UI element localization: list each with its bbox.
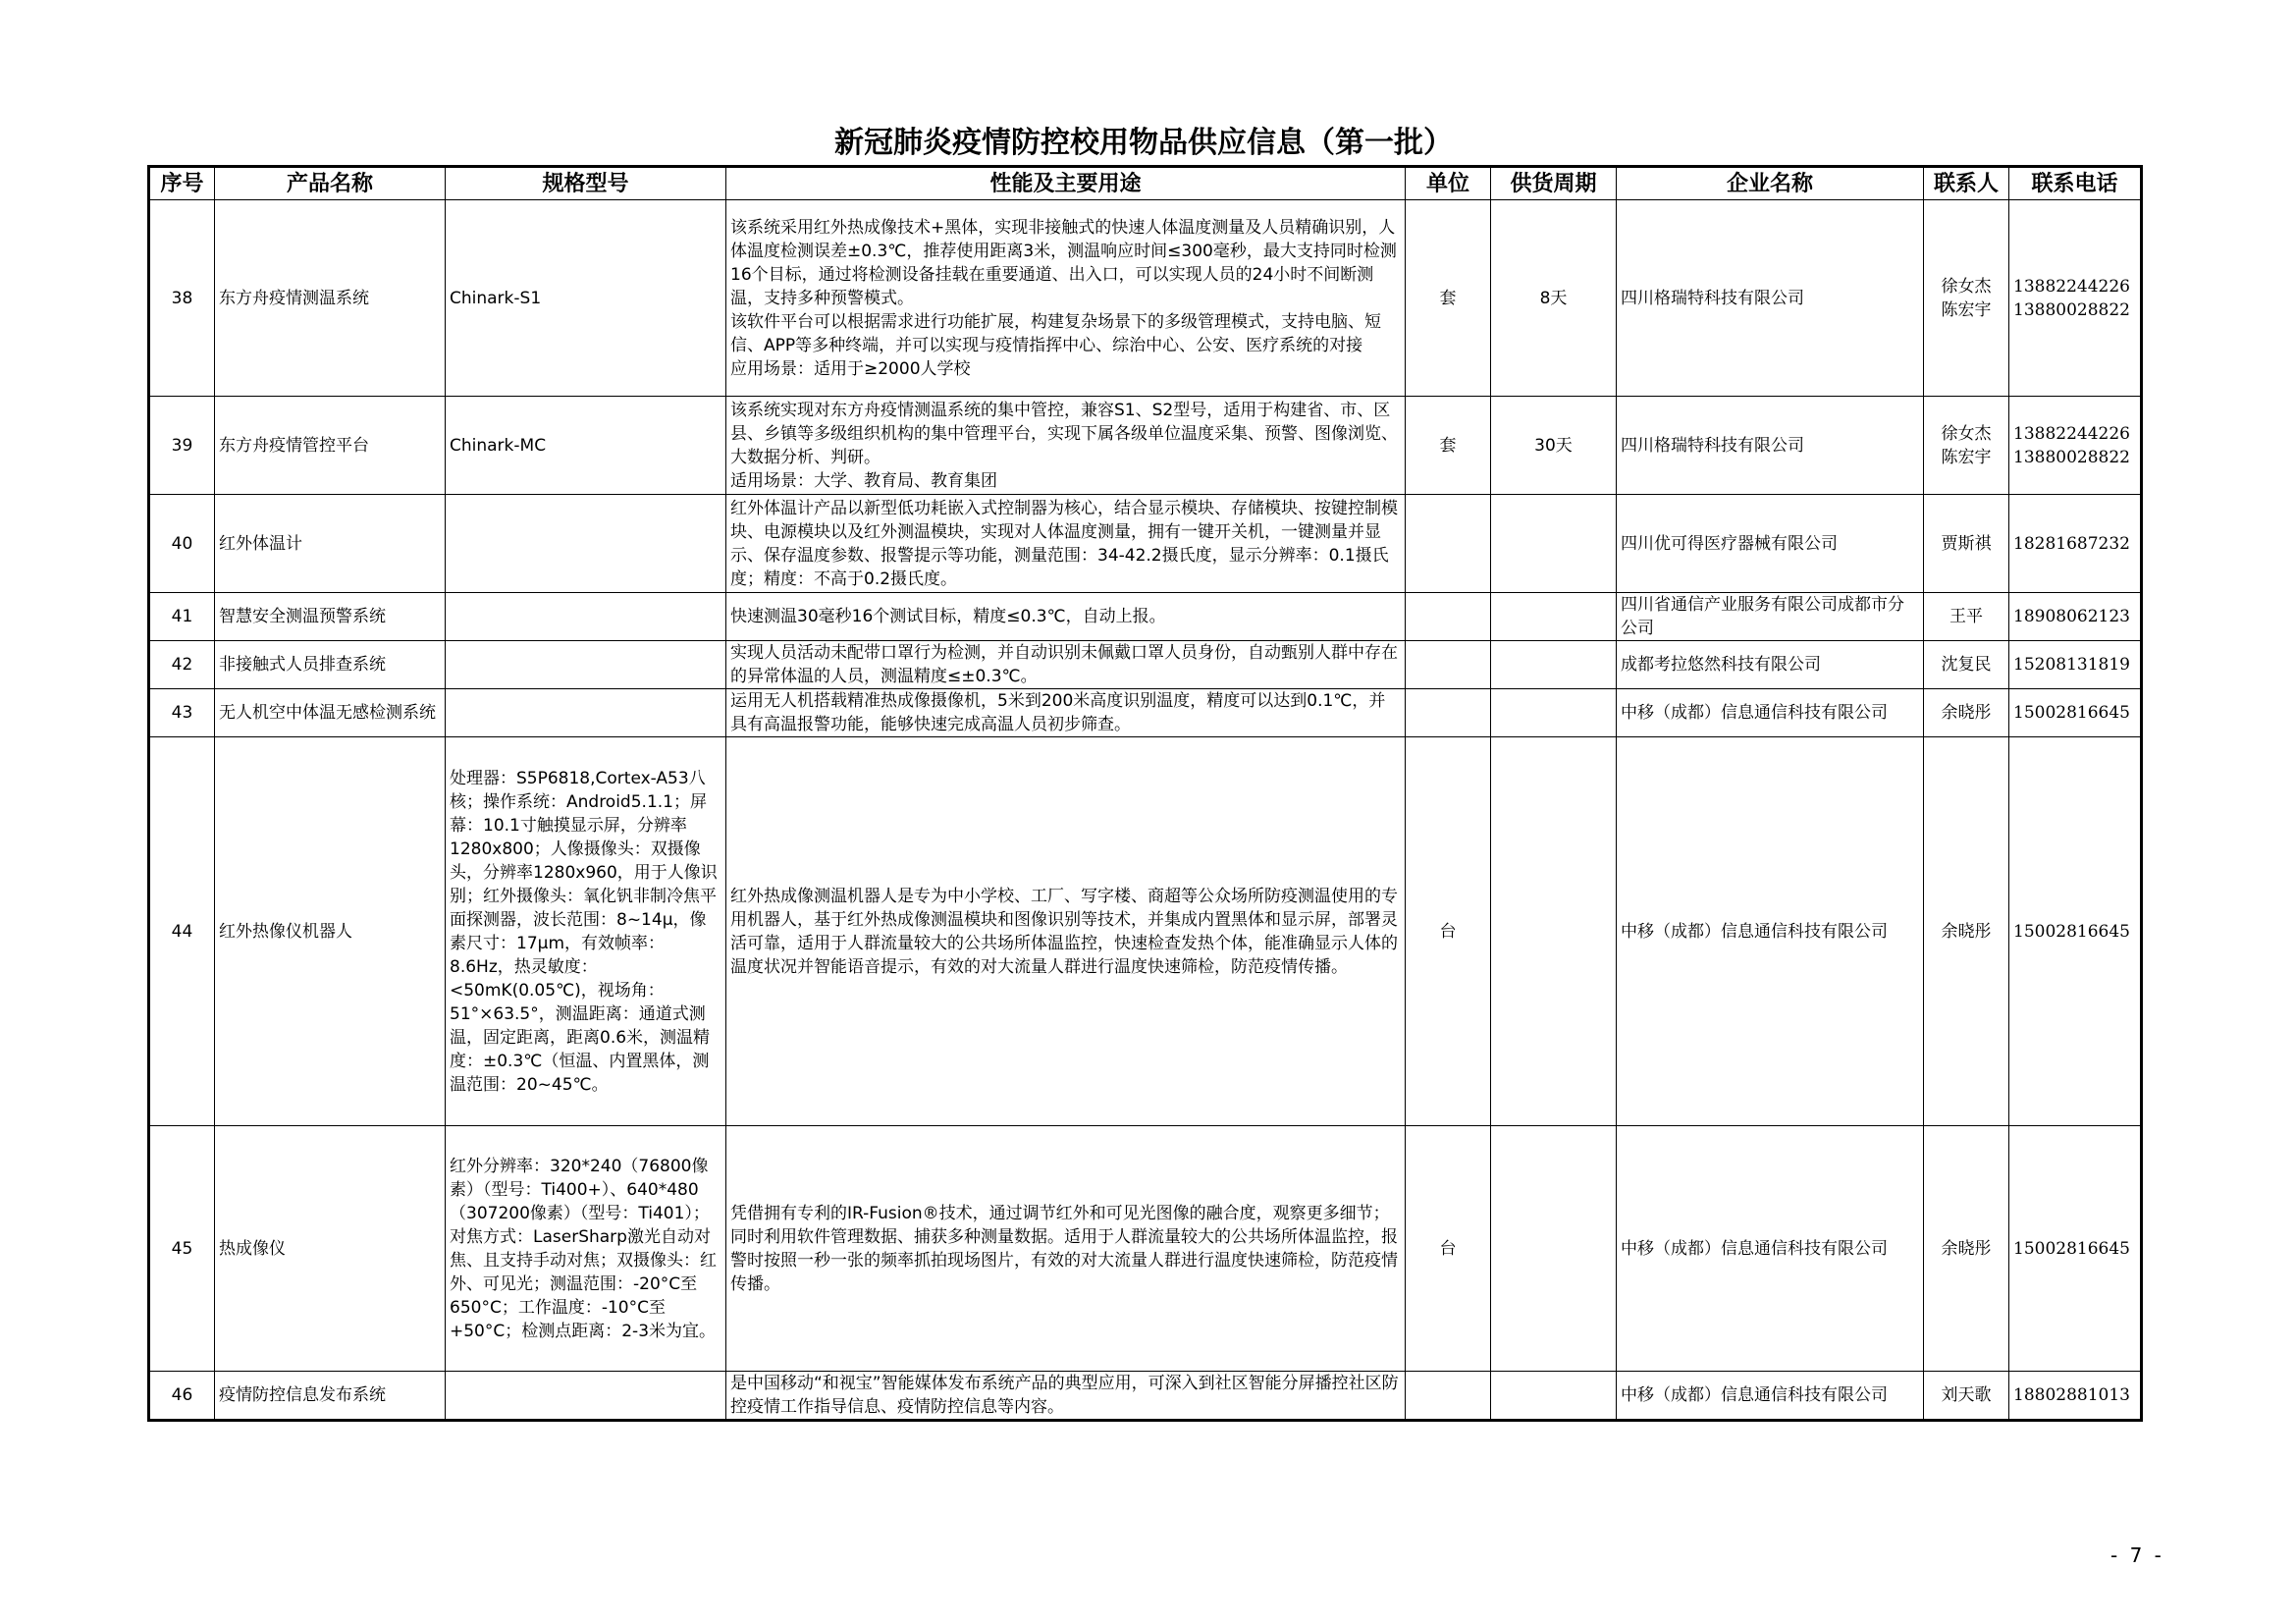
product-name: 智慧安全测温预警系统 bbox=[215, 593, 446, 641]
table-row bbox=[149, 200, 2142, 397]
spec-model: Chinark-S1 bbox=[446, 200, 726, 397]
description: 该系统实现对东方舟疫情测温系统的集中管控，兼容S1、S2型号，适用于构建省、市、区县、乡镇等多级组织机构的集中管理平台，实现下属各级单位温度采集、预警、图像浏览、大数据分析、判研。 适用场景：大学、教育局、教育集团 bbox=[726, 397, 1406, 495]
company-name: 中移（成都）信息通信科技有限公司 bbox=[1617, 737, 1924, 1126]
contact-person: 徐女杰 陈宏宇 bbox=[1924, 397, 2009, 495]
contact-person: 余晓彤 bbox=[1924, 1126, 2009, 1372]
contact-phone: 15002816645 bbox=[2009, 1126, 2142, 1372]
description: 红外热成像测温机器人是专为中小学校、工厂、写字楼、商超等公众场所防疫测温使用的专用机器人，基于红外热成像测温模块和图像识别等技术，并集成内置黑体和显示屏，部署灵活可靠，适用于人群流量较大的公共场所体温监控，快速检查发热个体，能准确显示人体的温度状况并智能语音提示，有效的对大流量人群进行温度快速筛检，防范疫情传播。 bbox=[726, 737, 1406, 1126]
supply-period: 8天 bbox=[1491, 200, 1617, 397]
product-name: 东方舟疫情测温系统 bbox=[215, 200, 446, 397]
table-row bbox=[149, 737, 2142, 1126]
row-no: 46 bbox=[149, 1372, 215, 1421]
contact-phone: 15002816645 bbox=[2009, 689, 2142, 737]
table-row bbox=[149, 1372, 2142, 1421]
contact-phone: 15002816645 bbox=[2009, 737, 2142, 1126]
supply-period bbox=[1491, 1372, 1617, 1421]
contact-person: 余晓彤 bbox=[1924, 689, 2009, 737]
description: 实现人员活动未配带口罩行为检测，并自动识别未佩戴口罩人员身份，自动甄别人群中存在的异常体温的人员，测温精度≤±0.3℃。 bbox=[726, 641, 1406, 689]
contact-phone: 13882244226 13880028822 bbox=[2009, 200, 2142, 397]
unit: 套 bbox=[1406, 200, 1491, 397]
col-header-phone: 联系电话 bbox=[2009, 167, 2142, 200]
contact-person: 王平 bbox=[1924, 593, 2009, 641]
supply-period bbox=[1491, 1126, 1617, 1372]
table-row bbox=[149, 397, 2142, 495]
spec-model bbox=[446, 495, 726, 593]
row-no: 42 bbox=[149, 641, 215, 689]
description: 凭借拥有专利的IR-Fusion®技术，通过调节红外和可见光图像的融合度，观察更多细节；同时利用软件管理数据、捕获多种测量数据。适用于人群流量较大的公共场所体温监控，报警时按照一秒一张的频率抓拍现场图片，有效的对大流量人群进行温度快速筛检，防范疫情传播。 bbox=[726, 1126, 1406, 1372]
spec-model bbox=[446, 689, 726, 737]
unit: 台 bbox=[1406, 1126, 1491, 1372]
description: 运用无人机搭载精准热成像摄像机，5米到200米高度识别温度，精度可以达到0.1℃，并具有高温报警功能，能够快速完成高温人员初步筛查。 bbox=[726, 689, 1406, 737]
description: 红外体温计产品以新型低功耗嵌入式控制器为核心，结合显示模块、存储模块、按键控制模块、电源模块以及红外测温模块，实现对人体温度测量，拥有一键开关机，一键测量并显示、保存温度参数、报警提示等功能，测量范围：34-42.2摄氏度，显示分辨率：0.1摄氏度；精度：不高于0.2摄氏度。 bbox=[726, 495, 1406, 593]
supply-table bbox=[147, 165, 2143, 1422]
spec-model bbox=[446, 593, 726, 641]
supply-period bbox=[1491, 641, 1617, 689]
contact-person: 徐女杰 陈宏宇 bbox=[1924, 200, 2009, 397]
supply-period: 30天 bbox=[1491, 397, 1617, 495]
col-header-unit: 单位 bbox=[1406, 167, 1491, 200]
product-name: 无人机空中体温无感检测系统 bbox=[215, 689, 446, 737]
unit: 台 bbox=[1406, 737, 1491, 1126]
company-name: 中移（成都）信息通信科技有限公司 bbox=[1617, 689, 1924, 737]
contact-phone: 18802881013 bbox=[2009, 1372, 2142, 1421]
contact-person: 沈复民 bbox=[1924, 641, 2009, 689]
spec-model: Chinark-MC bbox=[446, 397, 726, 495]
col-header-no: 序号 bbox=[149, 167, 215, 200]
col-header-spec: 规格型号 bbox=[446, 167, 726, 200]
supply-period bbox=[1491, 689, 1617, 737]
company-name: 四川省通信产业服务有限公司成都市分公司 bbox=[1617, 593, 1924, 641]
unit bbox=[1406, 689, 1491, 737]
company-name: 中移（成都）信息通信科技有限公司 bbox=[1617, 1126, 1924, 1372]
supply-period bbox=[1491, 737, 1617, 1126]
col-header-company: 企业名称 bbox=[1617, 167, 1924, 200]
row-no: 40 bbox=[149, 495, 215, 593]
description: 该系统采用红外热成像技术+黑体，实现非接触式的快速人体温度测量及人员精确识别，人体温度检测误差±0.3℃，推荐使用距离3米，测温响应时间≤300毫秒，最大支持同时检测16个目标，通过将检测设备挂载在重要通道、出入口，可以实现人员的24小时不间断测温，支持多种预警模式。 该软件平台可以根据需求进行功能扩展，构建复杂场景下的多级管理模式，支持电脑、短信、APP等多种终端，并可以实现与疫情指挥中心、综治中心、公安、医疗系统的对接 应用场景：适用于≥2000人学校 bbox=[726, 200, 1406, 397]
spec-model bbox=[446, 641, 726, 689]
col-header-name: 产品名称 bbox=[215, 167, 446, 200]
contact-phone: 13882244226 13880028822 bbox=[2009, 397, 2142, 495]
description: 快速测温30毫秒16个测试目标，精度≤0.3℃，自动上报。 bbox=[726, 593, 1406, 641]
contact-person: 贾斯祺 bbox=[1924, 495, 2009, 593]
company-name: 四川优可得医疗器械有限公司 bbox=[1617, 495, 1924, 593]
row-no: 45 bbox=[149, 1126, 215, 1372]
contact-phone: 18908062123 bbox=[2009, 593, 2142, 641]
row-no: 38 bbox=[149, 200, 215, 397]
supply-period bbox=[1491, 495, 1617, 593]
table-body bbox=[149, 200, 2142, 1421]
product-name: 红外体温计 bbox=[215, 495, 446, 593]
col-header-contact: 联系人 bbox=[1924, 167, 2009, 200]
contact-phone: 15208131819 bbox=[2009, 641, 2142, 689]
table-row bbox=[149, 641, 2142, 689]
page-title: 新冠肺炎疫情防控校用物品供应信息（第一批） bbox=[834, 126, 1453, 160]
spec-model: 处理器：S5P6818,Cortex-A53八核；操作系统：Android5.1.1；屏幕：10.1寸触摸显示屏，分辨率1280x800；人像摄像头：双摄像头，分辨率1280x960，用于人像识别；红外摄像头：氧化钒非制冷焦平面探测器，波长范围：8~14μ，像素尺寸：17μm，有效帧率：8.6Hz，热灵敏度：<50mK(0.05℃)，视场角：51°×63.5°，测温距离：通道式测温，固定距离，距离0.6米，测温精度：±0.3℃（恒温、内置黑体，测温范围：20~45℃。 bbox=[446, 737, 726, 1126]
page-number: - 7 - bbox=[2110, 1543, 2164, 1567]
spec-model bbox=[446, 1372, 726, 1421]
product-name: 疫情防控信息发布系统 bbox=[215, 1372, 446, 1421]
table-row bbox=[149, 495, 2142, 593]
product-name: 热成像仪 bbox=[215, 1126, 446, 1372]
company-name: 中移（成都）信息通信科技有限公司 bbox=[1617, 1372, 1924, 1421]
description: 是中国移动“和视宝”智能媒体发布系统产品的典型应用，可深入到社区智能分屏播控社区防控疫情工作指导信息、疫情防控信息等内容。 bbox=[726, 1372, 1406, 1421]
supply-period bbox=[1491, 593, 1617, 641]
spec-model: 红外分辨率：320*240（76800像素）（型号：Ti400+）、640*480（307200像素）（型号：Ti401）；对焦方式：LaserSharp激光自动对焦、且支持手动对焦；双摄像头：红外、可见光；测温范围：-20°C至650°C；工作温度：-10°C至+50°C；检测点距离：2-3米为宜。 bbox=[446, 1126, 726, 1372]
unit bbox=[1406, 593, 1491, 641]
unit: 套 bbox=[1406, 397, 1491, 495]
product-name: 东方舟疫情管控平台 bbox=[215, 397, 446, 495]
contact-person: 刘天歌 bbox=[1924, 1372, 2009, 1421]
unit bbox=[1406, 495, 1491, 593]
product-name: 红外热像仪机器人 bbox=[215, 737, 446, 1126]
company-name: 成都考拉悠然科技有限公司 bbox=[1617, 641, 1924, 689]
table-row bbox=[149, 1126, 2142, 1372]
company-name: 四川格瑞特科技有限公司 bbox=[1617, 397, 1924, 495]
table-row bbox=[149, 593, 2142, 641]
company-name: 四川格瑞特科技有限公司 bbox=[1617, 200, 1924, 397]
contact-person: 余晓彤 bbox=[1924, 737, 2009, 1126]
row-no: 39 bbox=[149, 397, 215, 495]
col-header-period: 供货周期 bbox=[1491, 167, 1617, 200]
row-no: 41 bbox=[149, 593, 215, 641]
table-row bbox=[149, 689, 2142, 737]
row-no: 43 bbox=[149, 689, 215, 737]
product-name: 非接触式人员排查系统 bbox=[215, 641, 446, 689]
unit bbox=[1406, 1372, 1491, 1421]
contact-phone: 18281687232 bbox=[2009, 495, 2142, 593]
unit bbox=[1406, 641, 1491, 689]
col-header-desc: 性能及主要用途 bbox=[726, 167, 1406, 200]
header-row bbox=[149, 167, 2142, 200]
row-no: 44 bbox=[149, 737, 215, 1126]
